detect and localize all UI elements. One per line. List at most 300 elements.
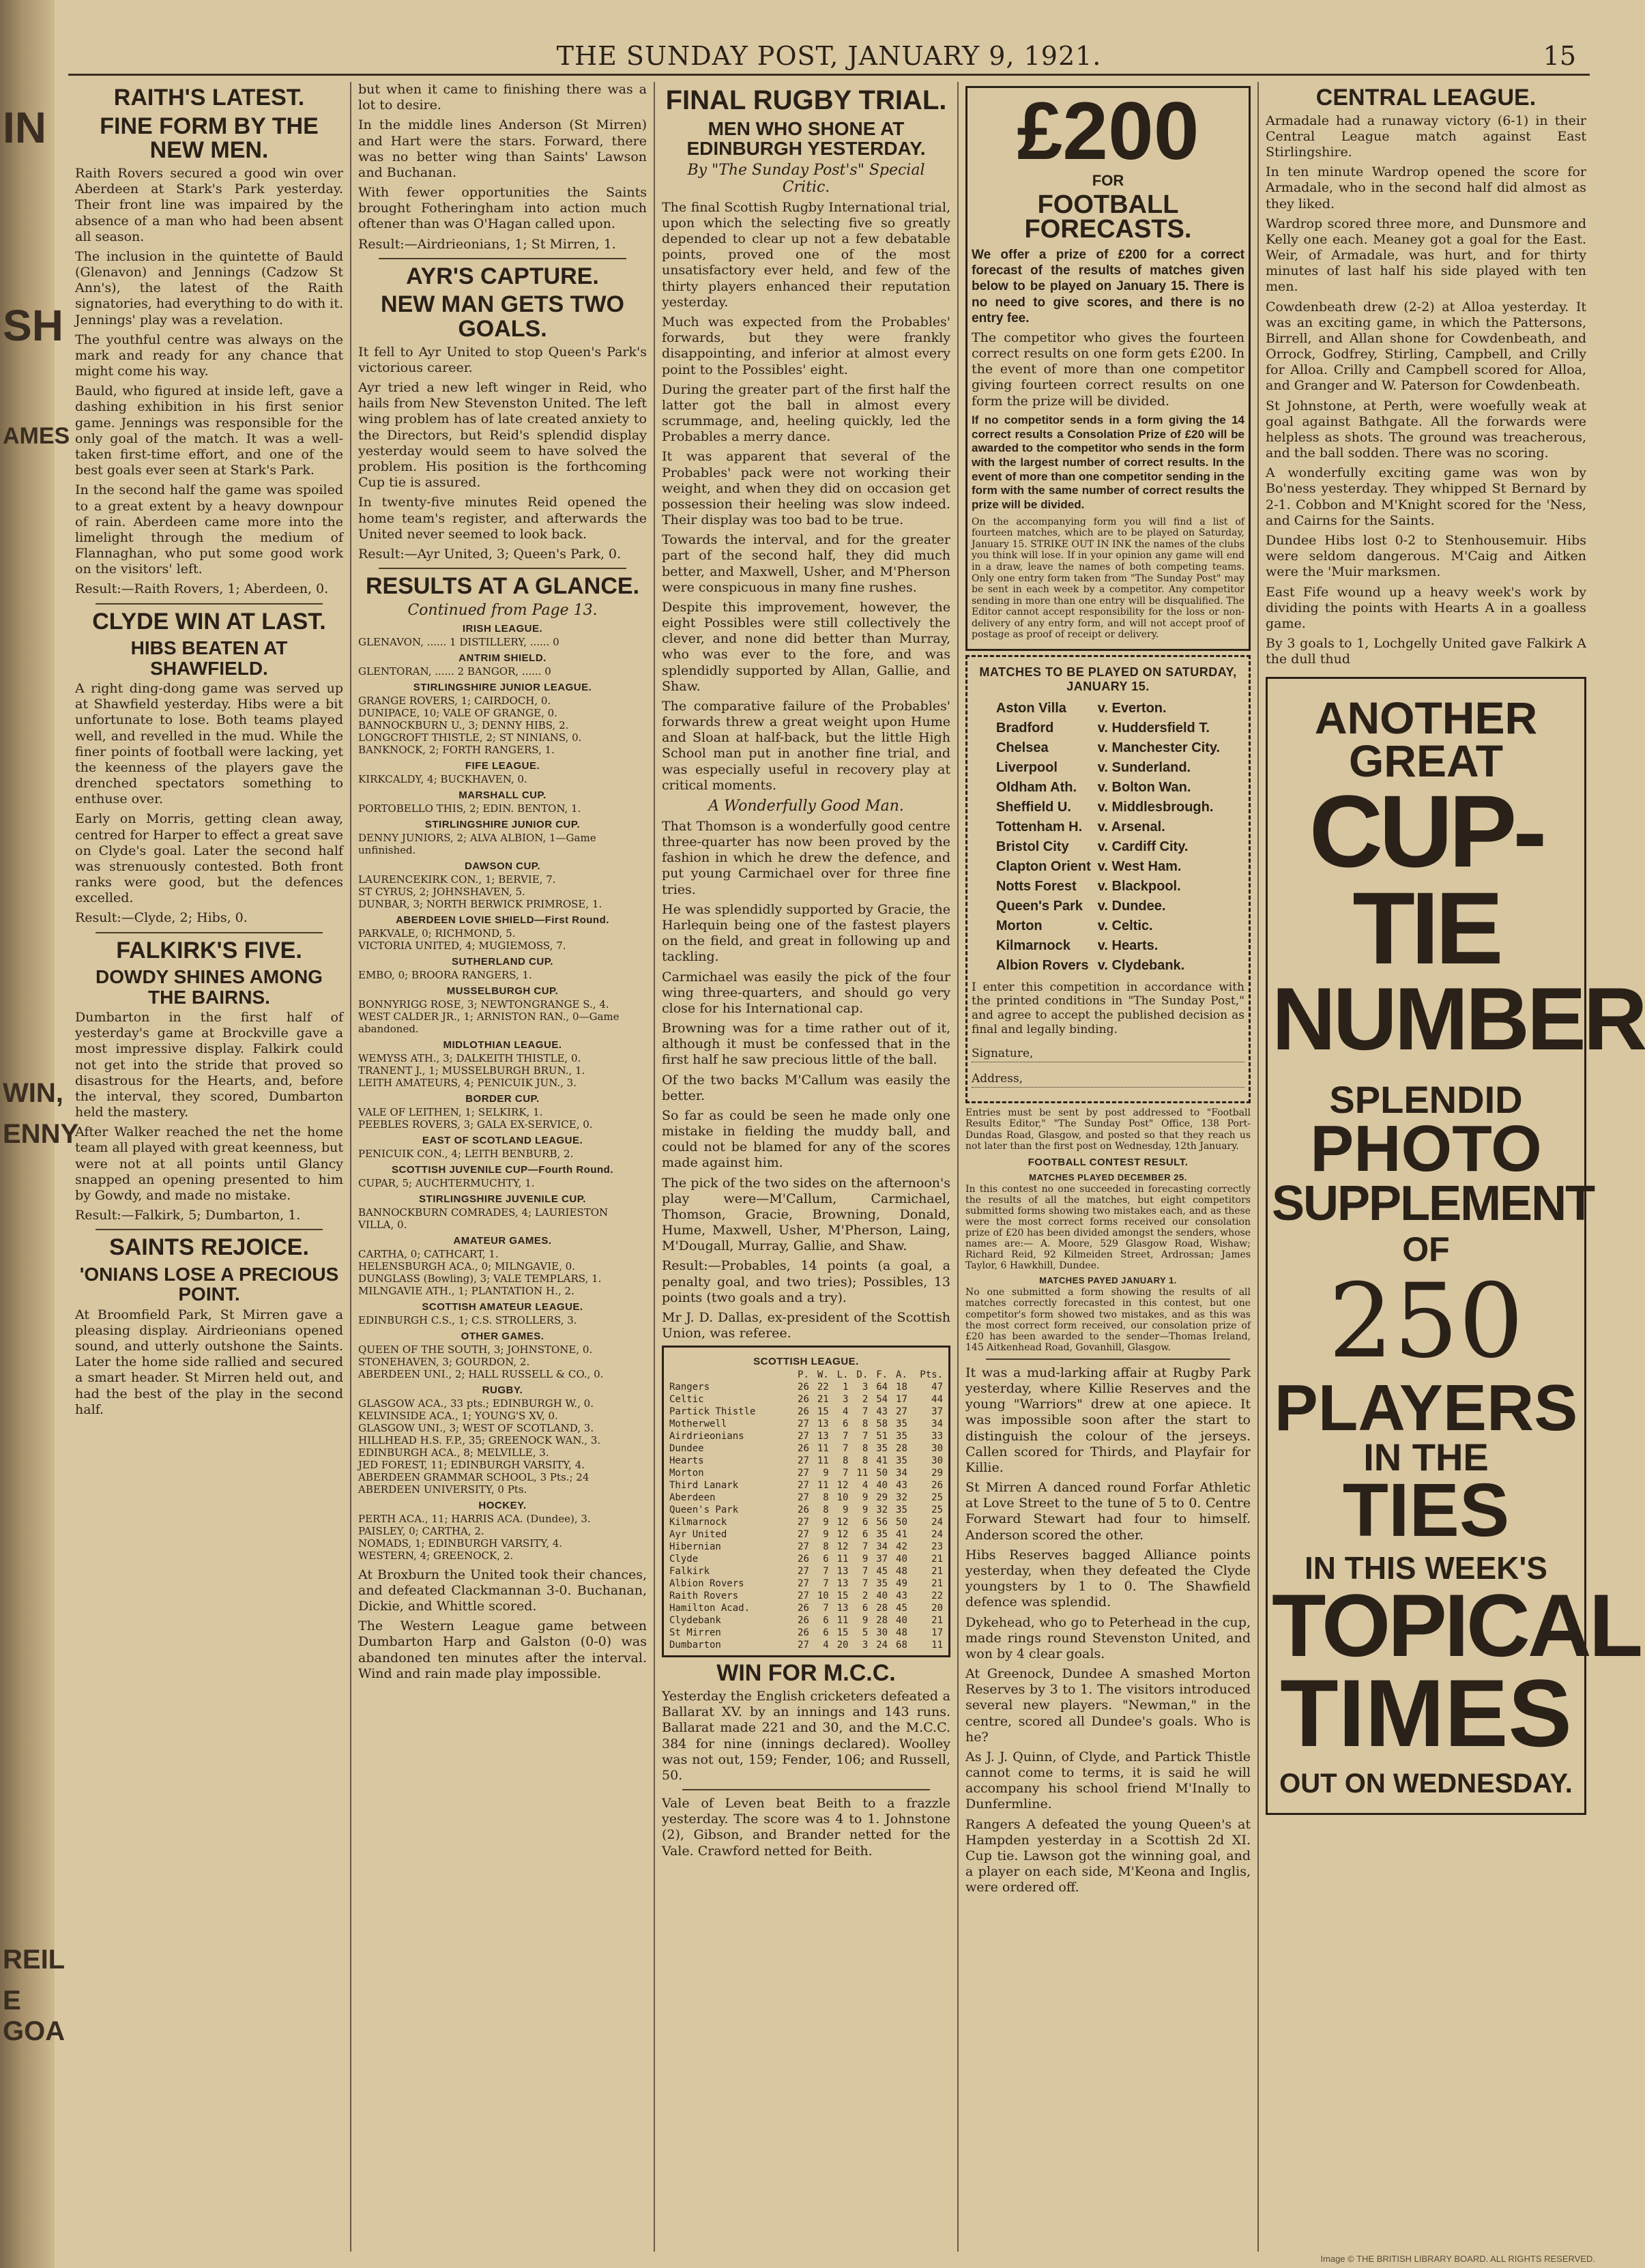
league-table-cell: 21	[931, 1554, 943, 1565]
league-table-cell: 40	[876, 1590, 888, 1602]
league-table-cell: 11	[856, 1468, 869, 1479]
league-table-cell: St Mirren	[669, 1627, 721, 1639]
league-table-cell: 7	[862, 1578, 869, 1590]
edge-fragment: AMES	[3, 423, 70, 449]
league-table-cell: 3	[843, 1394, 849, 1406]
article-paragraph: Of the two backs M'Callum was easily the better.	[662, 1072, 950, 1103]
league-table-cell: 27	[798, 1590, 809, 1602]
fixture-team: Sheffield U.	[995, 799, 1071, 815]
league-table-cell: 22	[931, 1590, 943, 1602]
league-table-cell: 7	[843, 1468, 849, 1479]
result-line: HELENSBURGH ACA., 0; MILNGAVIE, 0.	[358, 1260, 575, 1273]
contest-result-subtitle: MATCHES PLAYED DECEMBER 25.	[1029, 1172, 1187, 1182]
article-paragraph: With fewer opportunities the Saints brought Fotheringham into action much oftener than was O'Hagan called upon.	[358, 185, 647, 232]
topical-times-advert	[1266, 677, 1645, 1815]
result-line: PORTOBELLO THIS, 2; EDIN. BENTON, 1.	[358, 802, 581, 815]
result-line: WEMYSS ATH., 3; DALKEITH THISTLE, 0.	[358, 1051, 581, 1064]
result-line: KIRKCALDY, 4; BUCKHAVEN, 0.	[358, 772, 527, 785]
article-paragraph: St Johnstone, at Perth, were woefully weak at goal against Bathgate. All the forwards were helpless as shots. The ground was treacherous, and the ball sodden. There was no scoring.	[1266, 398, 1586, 461]
league-table-row	[668, 1442, 944, 1455]
league-table-cell: 26	[798, 1406, 809, 1418]
league-table-cell: Dumbarton	[669, 1640, 721, 1651]
results-section-title: MUSSELBURGH CUP.	[446, 985, 559, 997]
result-line: DUNGLASS (Bowling), 3; VALE TEMPLARS, 1.	[358, 1272, 602, 1285]
result-line: DUNBAR, 3; NORTH BERWICK PRIMROSE, 1.	[358, 897, 602, 910]
result-line: BANKNOCK, 2; FORTH RANGERS, 1.	[358, 743, 555, 756]
result-line: KELVINSIDE ACA., 1; YOUNG'S XV, 0.	[358, 1409, 558, 1422]
league-table-cell: 20	[931, 1603, 943, 1614]
fixture-team: Clapton Orient	[995, 858, 1091, 874]
league-table-cell: 7	[862, 1406, 869, 1418]
league-table-cell: 68	[896, 1640, 907, 1651]
league-table-cell: 8	[862, 1443, 869, 1455]
league-table-cell: 50	[876, 1468, 888, 1479]
copyright-notice: Image © THE BRITISH LIBRARY BOARD. ALL RIGHTS RESERVED.	[1320, 2254, 1595, 2264]
league-table-cell: Morton	[669, 1468, 704, 1479]
fixture-team: Notts Forest	[995, 878, 1077, 894]
matches-table	[992, 698, 1224, 976]
fixture-team: Albion Rovers	[995, 957, 1089, 973]
league-table-cell: 48	[896, 1566, 907, 1578]
league-table-cell: 6	[823, 1627, 829, 1639]
subheadline: 'ONIANS LOSE A PRECIOUS POINT.	[79, 1263, 339, 1305]
results-section-title: SUTHERLAND CUP.	[452, 955, 553, 968]
league-table-cell: 13	[836, 1578, 849, 1590]
article-paragraph: The final Scottish Rugby International trial, upon which the selecting five so greatly depended to clear up not a few debatable points, proved one of the most unsatisfactory ever held, and few of the thirty players enhanced their reputation yesterday.	[662, 199, 950, 310]
league-table-cell: 6	[862, 1517, 869, 1528]
league-table-cell: Airdrieonians	[669, 1431, 744, 1442]
fixture-row[interactable]	[993, 838, 1223, 856]
article-paragraph: He was splendidly supported by Gracie, the Harlequin being one of the fastest players on the field, and great in following up and tackling.	[662, 901, 950, 965]
league-table-cell: 11	[836, 1554, 849, 1565]
league-table-cell: 13	[817, 1431, 829, 1442]
league-table-cell: 7	[843, 1443, 849, 1455]
result-line: BANNOCKBURN U., 3; DENNY HIBS, 2.	[358, 718, 569, 731]
league-table-cell: 6	[823, 1554, 829, 1565]
league-table-cell: 27	[798, 1578, 809, 1590]
league-table-cell: 40	[896, 1615, 907, 1627]
article-paragraph: It was apparent that several of the Probables' pack were not working their weight, and when they did on occasion get possession their heeling was slow indeed. Their display was too bad to be true.	[662, 449, 950, 528]
league-table-cell: 1	[843, 1382, 849, 1393]
match-result: Result:—Probables, 14 points (a goal, a penalty goal, and two tries); Possibles, 13 points (two goals and a try).	[662, 1258, 950, 1305]
league-table-cell: 27	[798, 1419, 809, 1430]
league-table-cell: Rangers	[669, 1382, 710, 1393]
fixture-row[interactable]	[993, 779, 1223, 797]
league-table-body	[668, 1381, 944, 1651]
league-table-row	[668, 1492, 944, 1504]
subheadline: DOWDY SHINES AMONG THE BAIRNS.	[96, 966, 323, 1008]
results-list	[358, 623, 647, 1562]
article-paragraph: Raith Rovers secured a good win over Aberdeen at Stark's Park yesterday. Their front line was impaired by the absence of a man who had been absent all season.	[75, 166, 343, 244]
divider	[379, 258, 626, 259]
league-table-row	[668, 1553, 944, 1565]
fixture-row[interactable]	[993, 699, 1223, 718]
league-table-cell: 7	[823, 1566, 829, 1578]
league-table-cell: 3	[862, 1640, 869, 1651]
advert-line: SPLENDID	[1329, 1078, 1523, 1122]
result-line: DENNY JUNIORS, 2; ALVA ALBION, 1—Game unfinished.	[358, 831, 596, 856]
advert-line: NUMBER	[1272, 968, 1645, 1068]
league-table-cell: Celtic	[669, 1394, 704, 1406]
edge-fragment: SH	[3, 301, 63, 350]
result-line: GLENTORAN, ...... 2 BANGOR, ...... 0	[358, 665, 551, 678]
league-table-cell: Clydebank	[669, 1615, 721, 1627]
league-table-cell: 58	[876, 1419, 888, 1430]
league-table-cell: 8	[823, 1492, 829, 1504]
match-result: Result:—Ayr United, 3; Queen's Park, 0.	[358, 546, 622, 562]
league-table-cell: Queen's Park	[669, 1504, 739, 1516]
forecast-competition-box	[965, 86, 1251, 651]
fixture-team: Oldham Ath.	[995, 779, 1077, 795]
result-line: STONEHAVEN, 3; GOURDON, 2.	[358, 1355, 530, 1368]
headline: AYR'S CAPTURE.	[406, 263, 599, 289]
prize-for: FOR	[1092, 172, 1124, 189]
league-table-cell: 15	[817, 1406, 829, 1418]
results-section-title: SCOTTISH JUVENILE CUP—Fourth Round.	[392, 1163, 613, 1176]
league-table-cell: Third Lanark	[669, 1480, 739, 1492]
league-table-cell: Falkirk	[669, 1566, 710, 1578]
league-table-cell: 49	[896, 1578, 907, 1590]
league-table-cell: 7	[823, 1578, 829, 1590]
league-table-cell: 26	[798, 1443, 809, 1455]
fixture-team: Chelsea	[995, 740, 1049, 755]
advert-line: IN THE	[1363, 1436, 1489, 1479]
fixture-team: Kilmarnock	[995, 937, 1071, 953]
fixture-team: v. Blackpool.	[1097, 878, 1181, 894]
advert-line: GREAT	[1348, 736, 1504, 787]
league-table-cell: 56	[876, 1517, 888, 1528]
fixture-team: v. West Ham.	[1097, 858, 1182, 874]
league-column-header: A.	[896, 1369, 907, 1381]
league-table-cell: 13	[817, 1419, 829, 1430]
fixture-row[interactable]	[993, 897, 1223, 916]
league-table-cell: 11	[931, 1640, 943, 1651]
result-line: EDINBURGH C.S., 1; C.S. STROLLERS, 3.	[358, 1313, 577, 1326]
fixture-row[interactable]	[993, 739, 1223, 757]
advert-line: PLAYERS	[1274, 1371, 1578, 1444]
results-section-title: STIRLINGSHIRE JUNIOR CUP.	[424, 818, 581, 830]
advert-line: TIMES	[1280, 1659, 1572, 1767]
fixture-team: v. Dundee.	[1097, 898, 1166, 914]
competition-rules: On the accompanying form you will find a list of fourteen matches, which are to be played on Saturday, January 15. STRIKE OUT IN INK the names of the clubs you think will lose. If in your opinion any game will end in a draw, leave the names of both competing teams. Only one entry form taken from "The Sunday Post" may be sent in each week by a competitor. Any competitor sending in more than one entry will be disqualified. The Editor cannot accept responsibility for the loss or non-delivery of any entry form, and will not accept proof of postage as proof of receipt or delivery.	[972, 516, 1244, 641]
article-paragraph: During the greater part of the first half the latter got the ball in almost every scrummage, and, heeling quickly, led the Probables a merry dance.	[662, 381, 950, 445]
league-table-cell: Partick Thistle	[669, 1406, 756, 1418]
fixture-team: Bradford	[995, 720, 1054, 736]
league-table-cell: Dundee	[669, 1443, 704, 1455]
article-paragraph: Ayr tried a new left winger in Reid, who hails from New Stevenston United. The left wing problem has of late created anxiety to the Directors, but Reid's splendid display yesterday would seem to have solved the problem. His position is the forthcoming Cup tie is assured.	[358, 380, 647, 491]
results-section-title: IRISH LEAGUE.	[462, 622, 543, 635]
league-table-cell: 35	[896, 1431, 907, 1442]
league-table-cell: 25	[931, 1504, 943, 1516]
fixture-team: v. Everton.	[1097, 700, 1167, 716]
article-paragraph: East Fife wound up a heavy week's work by dividing the points with Hearts A in a goalless game.	[1266, 584, 1586, 631]
result-line: LEITH AMATEURS, 4; PENICUIK JUN., 3.	[358, 1076, 577, 1089]
league-table-cell: 11	[836, 1615, 849, 1627]
article-paragraph: In the second half the game was spoiled to a great extent by a heavy downpour of rain. Aberdeen came more into the limelight through the medium of Flannaghan, who put some good work on the visitors' left.	[75, 482, 343, 577]
article-paragraph: In ten minute Wardrop opened the score for Armadale, who in the second half did almost as they liked.	[1266, 164, 1586, 212]
advert-line: OUT ON WEDNESDAY.	[1279, 1769, 1573, 1799]
article-paragraph: Much was expected from the Probables' forwards, but they were frankly disappointing, and inferior at almost every point to the Possibles' eight.	[662, 314, 950, 377]
league-table-cell: 27	[798, 1529, 809, 1541]
result-line: VICTORIA UNITED, 4; MUGIEMOSS, 7.	[358, 939, 566, 952]
divider	[379, 568, 626, 569]
league-table-cell: 21	[931, 1578, 943, 1590]
article-paragraph: At Greenock, Dundee A smashed Morton Reserves by 3 to 1. The visitors introduced several new players. "Newman," in the centre, scored all Dundee's goals. Who is he?	[965, 1666, 1251, 1745]
result-line: CARTHA, 0; CATHCART, 1.	[358, 1247, 499, 1260]
league-table-cell: 9	[823, 1517, 829, 1528]
league-table-cell: 27	[798, 1541, 809, 1553]
league-table-cell: 23	[931, 1541, 943, 1553]
fixture-row[interactable]	[993, 818, 1223, 837]
fixture-team: v. Clydebank.	[1097, 957, 1185, 973]
previous-page-edge	[0, 0, 79, 2268]
advert-line: ANOTHER	[1314, 693, 1538, 744]
league-table-cell: 43	[876, 1406, 888, 1418]
result-line: HILLHEAD H.S. F.P., 35; GREENOCK WAN., 3.	[358, 1434, 601, 1446]
article-paragraph: Despite this improvement, however, the eight Possibles were still collectively the clever, and none did better than Murray, who was ever to the fore, and was splendidly supported by Allan, Gallie, and Shaw.	[662, 599, 950, 694]
fixture-team: v. Bolton Wan.	[1097, 779, 1191, 795]
league-table-cell: 17	[931, 1627, 943, 1639]
result-line: BONNYRIGG ROSE, 3; NEWTONGRANGE S., 4.	[358, 998, 609, 1011]
league-table-cell: 15	[836, 1590, 849, 1602]
league-table-cell: 27	[798, 1566, 809, 1578]
fixture-team: v. Arsenal.	[1097, 819, 1165, 834]
league-table-cell: 30	[931, 1443, 943, 1455]
results-section-title: BORDER CUP.	[465, 1092, 540, 1105]
article-paragraph: Hibs Reserves bagged Alliance points yesterday, when they defeated the Clyde youngsters by 1 to 0. The Shawfield defence was splendid.	[965, 1547, 1251, 1610]
fixture-row[interactable]	[993, 759, 1223, 777]
league-table-cell: 26	[798, 1627, 809, 1639]
article-paragraph: As J. J. Quinn, of Clyde, and Partick Thistle cannot come to terms, it is said he will accompany his school friend M'Inally to Dunfermline.	[965, 1749, 1251, 1812]
league-table-cell: 35	[876, 1443, 888, 1455]
subheadline: NEW MAN GETS TWO GOALS.	[381, 291, 624, 343]
league-table-cell: 40	[876, 1480, 888, 1492]
competition-offer: We offer a prize of £200 for a correct forecast of the results of matches given below to be played on January 15. There is no need to give scores, and there is no entry fee.	[972, 248, 1244, 325]
league-table-cell: 25	[931, 1492, 943, 1504]
league-table-cell: 5	[862, 1627, 869, 1639]
signature-field[interactable]: Signature,	[972, 1047, 1244, 1062]
league-table-cell: 27	[798, 1455, 809, 1467]
article-paragraph: Armadale had a runaway victory (6-1) in their Central League match against East Stirlingshire.	[1266, 113, 1586, 160]
fixture-team: Liverpool	[995, 759, 1058, 775]
advert-line: OF	[1402, 1230, 1450, 1268]
league-table-row	[668, 1467, 944, 1479]
league-table-cell: 11	[817, 1443, 829, 1455]
result-line: GLASGOW ACA., 33 pts.; EDINBURGH W., 0.	[358, 1397, 594, 1410]
league-table-cell: 26	[798, 1504, 809, 1516]
league-table-row	[668, 1393, 944, 1406]
league-table-cell: 7	[843, 1431, 849, 1442]
league-table-cell: Hamilton Acad.	[669, 1603, 751, 1614]
league-table-cell: 9	[823, 1529, 829, 1541]
result-line: NOMADS, 1; EDINBURGH VARSITY, 4.	[358, 1537, 563, 1550]
league-table-cell: 43	[896, 1590, 907, 1602]
fixture-row[interactable]	[993, 877, 1223, 896]
league-table-cell: 3	[862, 1382, 869, 1393]
league-table-row	[668, 1418, 944, 1430]
league-table-row	[668, 1614, 944, 1627]
league-table-cell: 29	[876, 1492, 888, 1504]
match-result: Result:—Raith Rovers, 1; Aberdeen, 0.	[75, 581, 329, 597]
league-table-cell: 15	[836, 1627, 849, 1639]
article-paragraph: So far as could be seen he made only one mistake in fielding the muddy ball, and could not be blamed for any of the scores made against him.	[662, 1107, 950, 1171]
league-table-cell: Hearts	[669, 1455, 704, 1467]
league-table-cell: 35	[896, 1419, 907, 1430]
league-table-row	[668, 1627, 944, 1639]
league-table-cell: Raith Rovers	[669, 1590, 739, 1602]
league-table-cell: 45	[896, 1603, 907, 1614]
article-paragraph: Wardrop scored three more, and Dunsmore and Kelly one each. Meaney got a goal for the East. Weir, of Armadale, was hurt, and for thirty minutes of last half his side played with ten men.	[1266, 216, 1586, 295]
article-paragraph: The youthful centre was always on the mark and ready for any chance that might come his way.	[75, 332, 343, 379]
league-column-header: Pts.	[920, 1369, 943, 1381]
advert-line: IN THIS WEEK'S	[1305, 1550, 1547, 1586]
masthead	[68, 40, 1590, 76]
fixture-team: v. Middlesbrough.	[1097, 799, 1214, 815]
league-table-cell: 32	[896, 1492, 907, 1504]
fixture-team: v. Hearts.	[1097, 937, 1159, 953]
league-table-cell: 7	[823, 1603, 829, 1614]
league-table-cell: 35	[896, 1504, 907, 1516]
divider	[96, 932, 323, 933]
article-paragraph: Towards the interval, and for the greater part of the second half, they did much better, and Maxwell, Usher, and M'Pherson were conspicuous in many fine rushes.	[662, 532, 950, 595]
league-table-cell: 43	[896, 1480, 907, 1492]
league-table-cell: Hibernian	[669, 1541, 721, 1553]
fixture-row[interactable]	[993, 798, 1223, 817]
league-column-header: F.	[876, 1369, 888, 1381]
results-section-title: STIRLINGSHIRE JUNIOR LEAGUE.	[413, 681, 592, 693]
league-table-cell: Kilmarnock	[669, 1517, 727, 1528]
fixture-row[interactable]	[993, 858, 1223, 876]
article-paragraph: In the middle lines Anderson (St Mirren) and Hart were the stars. Forward, there was no better wing than Saints' Lawson and Buchanan.	[358, 117, 647, 180]
league-table-row	[668, 1381, 944, 1393]
fixture-team: v. Cardiff City.	[1097, 839, 1189, 854]
article-paragraph: That Thomson is a wonderfully good centre three-quarter has now been proved by the fashion in which he drew the defence, and put young Carmichael over for three fine tries.	[662, 818, 950, 897]
result-line: LONGCROFT THISTLE, 2; ST NINIANS, 0.	[358, 731, 582, 744]
fixture-row[interactable]	[993, 957, 1223, 975]
divider	[986, 1358, 1230, 1360]
league-table-cell: 26	[798, 1554, 809, 1565]
column-5	[1259, 82, 1645, 2252]
league-table-row	[668, 1578, 944, 1590]
results-section-title: DAWSON CUP.	[464, 860, 541, 872]
league-table-cell: 50	[896, 1517, 907, 1528]
league-table-cell: 27	[798, 1640, 809, 1651]
league-table-box	[662, 1346, 950, 1657]
league-table-cell: 21	[817, 1394, 829, 1406]
league-table-cell: 13	[836, 1566, 849, 1578]
results-section-title: FIFE LEAGUE.	[465, 759, 540, 772]
section-subhead: A Wonderfully Good Man.	[708, 797, 904, 815]
league-table-cell: 12	[836, 1517, 849, 1528]
league-table-row	[668, 1541, 944, 1553]
article-paragraph: Browning was for a time rather out of it, although it must be confessed that in the first half he saw precious little of the ball.	[662, 1021, 950, 1068]
article-paragraph: Early on Morris, getting clean away, centred for Harper to effect a great save on Clyde's goal. Later the second half was strenuously contested. Both front ranks were good, but the defences excelled.	[75, 811, 343, 906]
league-table-cell: 26	[798, 1615, 809, 1627]
league-table-cell: 37	[876, 1554, 888, 1565]
league-table-row	[668, 1516, 944, 1528]
fixture-team: v. Sunderland.	[1097, 759, 1191, 775]
league-column-header	[668, 1369, 791, 1381]
article-paragraph: Cowdenbeath drew (2-2) at Alloa yesterday. It was an exciting game, in which the Pattersons, Birrell, and Allan shone for Cowdenbeath, and Orrock, Godfrey, Stirling, Campbell, and Crilly for Alloa. Crilly and Campbell scored for Alloa, and Granger and W. Paterson for Cowdenbeath.	[1266, 299, 1586, 394]
result-line: DUNIPACE, 10; VALE OF GRANGE, 0.	[358, 706, 557, 719]
article-paragraph: A wonderfully exciting game was won by Bo'ness yesterday. They whipped St Bernard by 2-1. Cobbon and M'Knight scored for the 'Ness, and Cairns for the Saints.	[1266, 465, 1586, 528]
entry-declaration: I enter this competition in accordance with the printed conditions in "The Sunday Post," and agree to accept the published decision as final and legally binding.	[972, 980, 1244, 1036]
league-table-row	[668, 1504, 944, 1516]
league-table-cell: 8	[823, 1504, 829, 1516]
article-paragraph: Carmichael was easily the pick of the four wing three-quarters, and should go very close for his International cap.	[662, 969, 950, 1016]
result-line: ST CYRUS, 2; JOHNSHAVEN, 5.	[358, 885, 525, 898]
fixture-row[interactable]	[993, 917, 1223, 935]
article-paragraph: It fell to Ayr United to stop Queen's Park's victorious career.	[358, 344, 647, 375]
results-section-title: AMATEUR GAMES.	[453, 1234, 552, 1247]
advert-line: 250	[1328, 1262, 1524, 1381]
league-table-cell: 27	[798, 1492, 809, 1504]
article-paragraph: Yesterday the English cricketers defeated a Ballarat XV. by an innings and 143 runs. Ballarat made 221 and 30, and the M.C.C. 384 for nine (innings declared). Woolley was not out, 159; Fender, 106; and Russell, 50.	[662, 1688, 950, 1783]
article-paragraph: Mr J. D. Dallas, ex-president of the Scottish Union, was referee.	[662, 1309, 950, 1341]
divider	[682, 1789, 930, 1790]
contest-result-title: FOOTBALL CONTEST RESULT.	[1028, 1156, 1189, 1168]
column-3	[655, 82, 959, 2252]
league-table-cell: 11	[817, 1480, 829, 1492]
article-paragraph: Bauld, who figured at inside left, gave a dashing exhibition in his first senior game. Jennings was responsible for the only goal of the match. It was a well-taken first-time effort, and one of the best goals ever seen at Stark's Park.	[75, 383, 343, 478]
results-section-title: OTHER GAMES.	[461, 1330, 544, 1342]
article-paragraph: It was a mud-larking affair at Rugby Park yesterday, where Killie Reserves and the young "Warriors" drew at one apiece. It was impossible soon after the start to distinguish the colour of the jerseys. Callen scored for Thirds, and Playfair for Killie.	[965, 1365, 1251, 1475]
league-table-cell: 9	[862, 1492, 869, 1504]
result-line: PEEBLES ROVERS, 3; GALA EX-SERVICE, 0.	[358, 1118, 593, 1131]
subheadline: FINE FORM BY THE NEW MEN.	[100, 113, 319, 164]
league-table-cell: 28	[876, 1615, 888, 1627]
league-table-cell: 64	[876, 1382, 888, 1393]
league-table-title: SCOTTISH LEAGUE.	[753, 1356, 859, 1368]
league-table-cell: 24	[876, 1640, 888, 1651]
result-line: PENICUIK CON., 4; LEITH BENBURB, 2.	[358, 1147, 574, 1160]
league-table-cell: 9	[862, 1615, 869, 1627]
league-table-cell: 34	[931, 1419, 943, 1430]
article-paragraph: By 3 goals to 1, Lochgelly United gave Falkirk A the dull thud	[1266, 636, 1586, 667]
league-table-cell: 8	[823, 1541, 829, 1553]
article-paragraph: St Mirren A danced round Forfar Athletic at Love Street to the tune of 5 to 0. Centre Forward Stewart had four to himself. Anderson scored the other.	[965, 1480, 1251, 1543]
fixture-row[interactable]	[993, 937, 1223, 955]
byline: By "The Sunday Post's" Special Critic.	[687, 161, 925, 196]
competition-paragraph: The competitor who gives the fourteen correct results on one form gets £200. In the event of more than one competitor giving fourteen correct results on one form the prize will be divided.	[972, 330, 1244, 409]
league-table-cell: 7	[862, 1566, 869, 1578]
column-2	[351, 82, 655, 2252]
results-section-title: ANTRIM SHIELD.	[458, 652, 547, 664]
result-line: QUEEN OF THE SOUTH, 3; JOHNSTONE, 0.	[358, 1343, 593, 1356]
subheadline: MEN WHO SHONE AT EDINBURGH YESTERDAY.	[686, 118, 926, 160]
league-table-cell: 27	[798, 1517, 809, 1528]
article-paragraph: Vale of Leven beat Beith to a frazzle yesterday. The score was 4 to 1. Johnstone (2), Gibson, and Brander netted for the Vale. Crawford netted for Beith.	[662, 1796, 950, 1859]
edge-fragment: ENNY	[3, 1119, 79, 1149]
league-table-cell: 8	[862, 1419, 869, 1430]
league-table-row	[668, 1406, 944, 1418]
fixture-row[interactable]	[993, 719, 1223, 738]
result-line: GRANGE ROVERS, 1; CAIRDOCH, 0.	[358, 694, 551, 707]
address-field[interactable]: Address,	[972, 1072, 1244, 1088]
league-table-row	[668, 1455, 944, 1467]
league-table-cell: 35	[876, 1578, 888, 1590]
fixture-team: Tottenham H.	[995, 819, 1083, 834]
league-column-header: P.	[798, 1369, 809, 1381]
league-table-cell: 12	[836, 1541, 849, 1553]
league-table-cell: 32	[876, 1504, 888, 1516]
league-table-cell: 40	[896, 1554, 907, 1565]
results-section-title: MIDLOTHIAN LEAGUE.	[443, 1038, 562, 1051]
league-column-header: W.	[817, 1369, 829, 1381]
result-line: VALE OF LEITHEN, 1; SELKIRK, 1.	[358, 1105, 543, 1118]
league-table-cell: 37	[931, 1406, 943, 1418]
edge-fragment: E GOA	[3, 1986, 65, 2046]
